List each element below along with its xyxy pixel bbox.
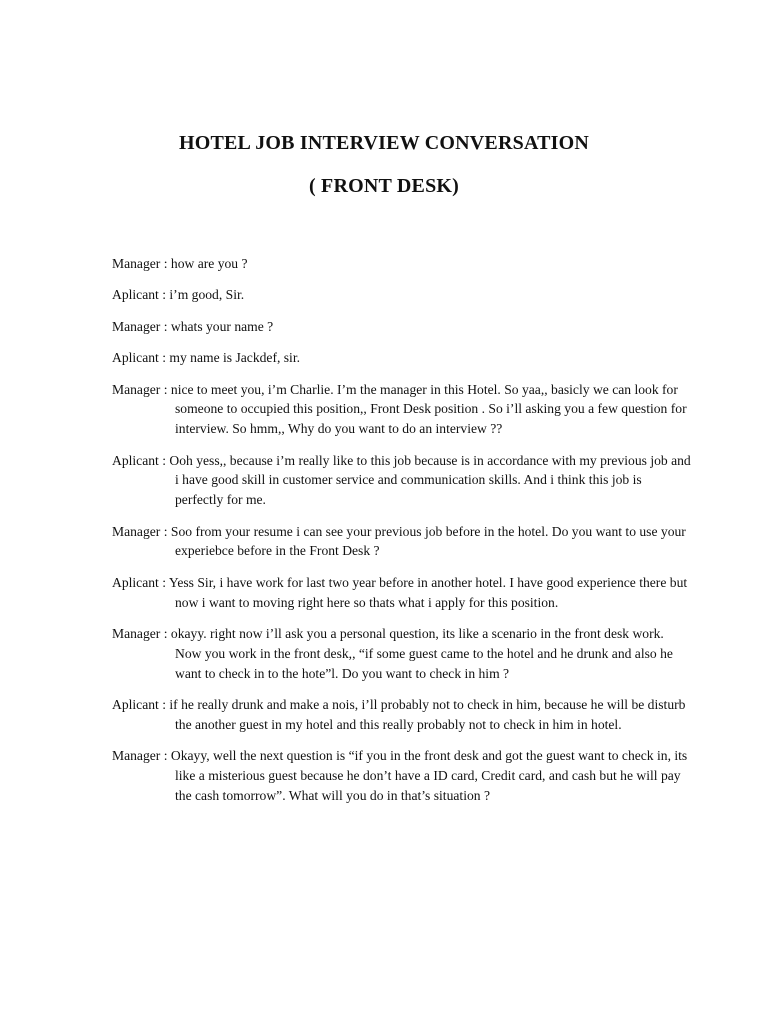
speaker-name: Manager (112, 256, 161, 271)
dialogue-turn: Manager : Okayy, well the next question is “if you in the front desk and got the guest want to check in, its like a misterious guest because he don’t have a ID card, Credit card, and cash but he will pay the cash tomorrow”. What will you do in that’s situation ? (112, 748, 688, 803)
utterance: how are you ? (170, 256, 248, 271)
speaker-name: Manager (112, 381, 161, 397)
dialogue-turn: Manager : okayy. right now i’ll ask you a personal question, its like a scenario in the front desk work. Now you work in the front desk,, “if some guest came to the hotel and he drunk and also he want to check in to the hote”l. Do you want to check in him ? (112, 625, 673, 681)
speaker-name: Manager (112, 318, 161, 334)
document-title: HOTEL JOB INTERVIEW CONVERSATION (178, 132, 590, 154)
speaker-name: Aplicant (112, 287, 159, 303)
utterance: i’m good, Sir. (169, 287, 245, 303)
utterance: my name is Jackdef, sir. (169, 350, 301, 366)
dialogue-turn: Aplicant : Yess Sir, i have work for last two year before in another hotel. I have good experience there but now i want to moving right here so thats what i apply for this position. (112, 574, 688, 610)
utterance: if he really drunk and make a nois, i’ll probably not to check in him, because he will be disturb the another guest in my hotel and this really probably not to check in him in hotel. (169, 696, 686, 732)
utterance: okayy. right now i’ll ask you a personal question, its like a scenario in the front desk work. Now you work in the front desk,, “if some guest came to the hotel and he drunk and also he want to check in to the hote”l. Do you want to check in him ? (170, 625, 673, 681)
dialogue (112, 254, 692, 817)
dialogue-turn: Manager : Soo from your resume i can see your previous job before in the hotel. Do you want to use your experiebce before in the Front Desk ? (112, 523, 686, 559)
utterance: Soo from your resume i can see your previous job before in the hotel. Do you want to use your experiebce before in the Front Desk ? (170, 523, 686, 559)
speaker-name: Manager (112, 748, 161, 764)
speaker-name: Manager (112, 625, 161, 641)
dialogue-turn: Aplicant : if he really drunk and make a nois, i’ll probably not to check in him, because he will be disturb the another guest in my hotel and this really probably not to check in him in hotel. (112, 696, 686, 732)
utterance: Ooh yess,, because i’m really like to this job because is in accordance with my previous job and i have good skill in customer service and communication skills. And i think this job is perfectly for me. (169, 452, 691, 508)
speaker-name: Aplicant (112, 574, 159, 590)
utterance: Okayy, well the next question is “if you in the front desk and got the guest want to check in, its like a misterious guest because he don’t have a ID card, Credit card, and cash but he will pay the cash tomorrow”. What will you do in that’s situation ? (170, 748, 688, 803)
speaker-name: Aplicant (112, 696, 159, 712)
utterance: Yess Sir, i have work for last two year before in another hotel. I have good experience there but now i want to moving right here so thats what i apply for this position. (168, 574, 688, 610)
utterance: whats your name ? (170, 318, 274, 334)
dialogue-turn: Aplicant : my name is Jackdef, sir. (112, 350, 301, 366)
speaker-name: Manager (112, 523, 161, 539)
document-subtitle: ( FRONT DESK) (308, 175, 460, 197)
speaker-name: Aplicant (112, 350, 159, 366)
dialogue-turn: Manager : nice to meet you, i’m Charlie. I’m the manager in this Hotel. So yaa,, basicly we can look for someone to occupied this position,, Front Desk position . So i’ll asking you a few question for interview. So hmm,, Why do you want to do an interview ?? (112, 381, 687, 437)
dialogue-turn: Manager : how are you ? (112, 256, 248, 271)
dialogue-turn: Aplicant : i’m good, Sir. (112, 287, 245, 303)
dialogue-turn: Manager : whats your name ? (112, 318, 274, 334)
dialogue-turn: Aplicant : Ooh yess,, because i’m really like to this job because is in accordance with my previous job and i have good skill in customer service and communication skills. And i think this job is perfectly for me. (112, 452, 691, 508)
utterance: nice to meet you, i’m Charlie. I’m the manager in this Hotel. So yaa,, basicly we can look for someone to occupied this position,, Front Desk position . So i’ll asking you a few question for interview. So hmm,, Why do you want to do an interview ?? (170, 381, 687, 437)
speaker-name: Aplicant (112, 452, 159, 468)
